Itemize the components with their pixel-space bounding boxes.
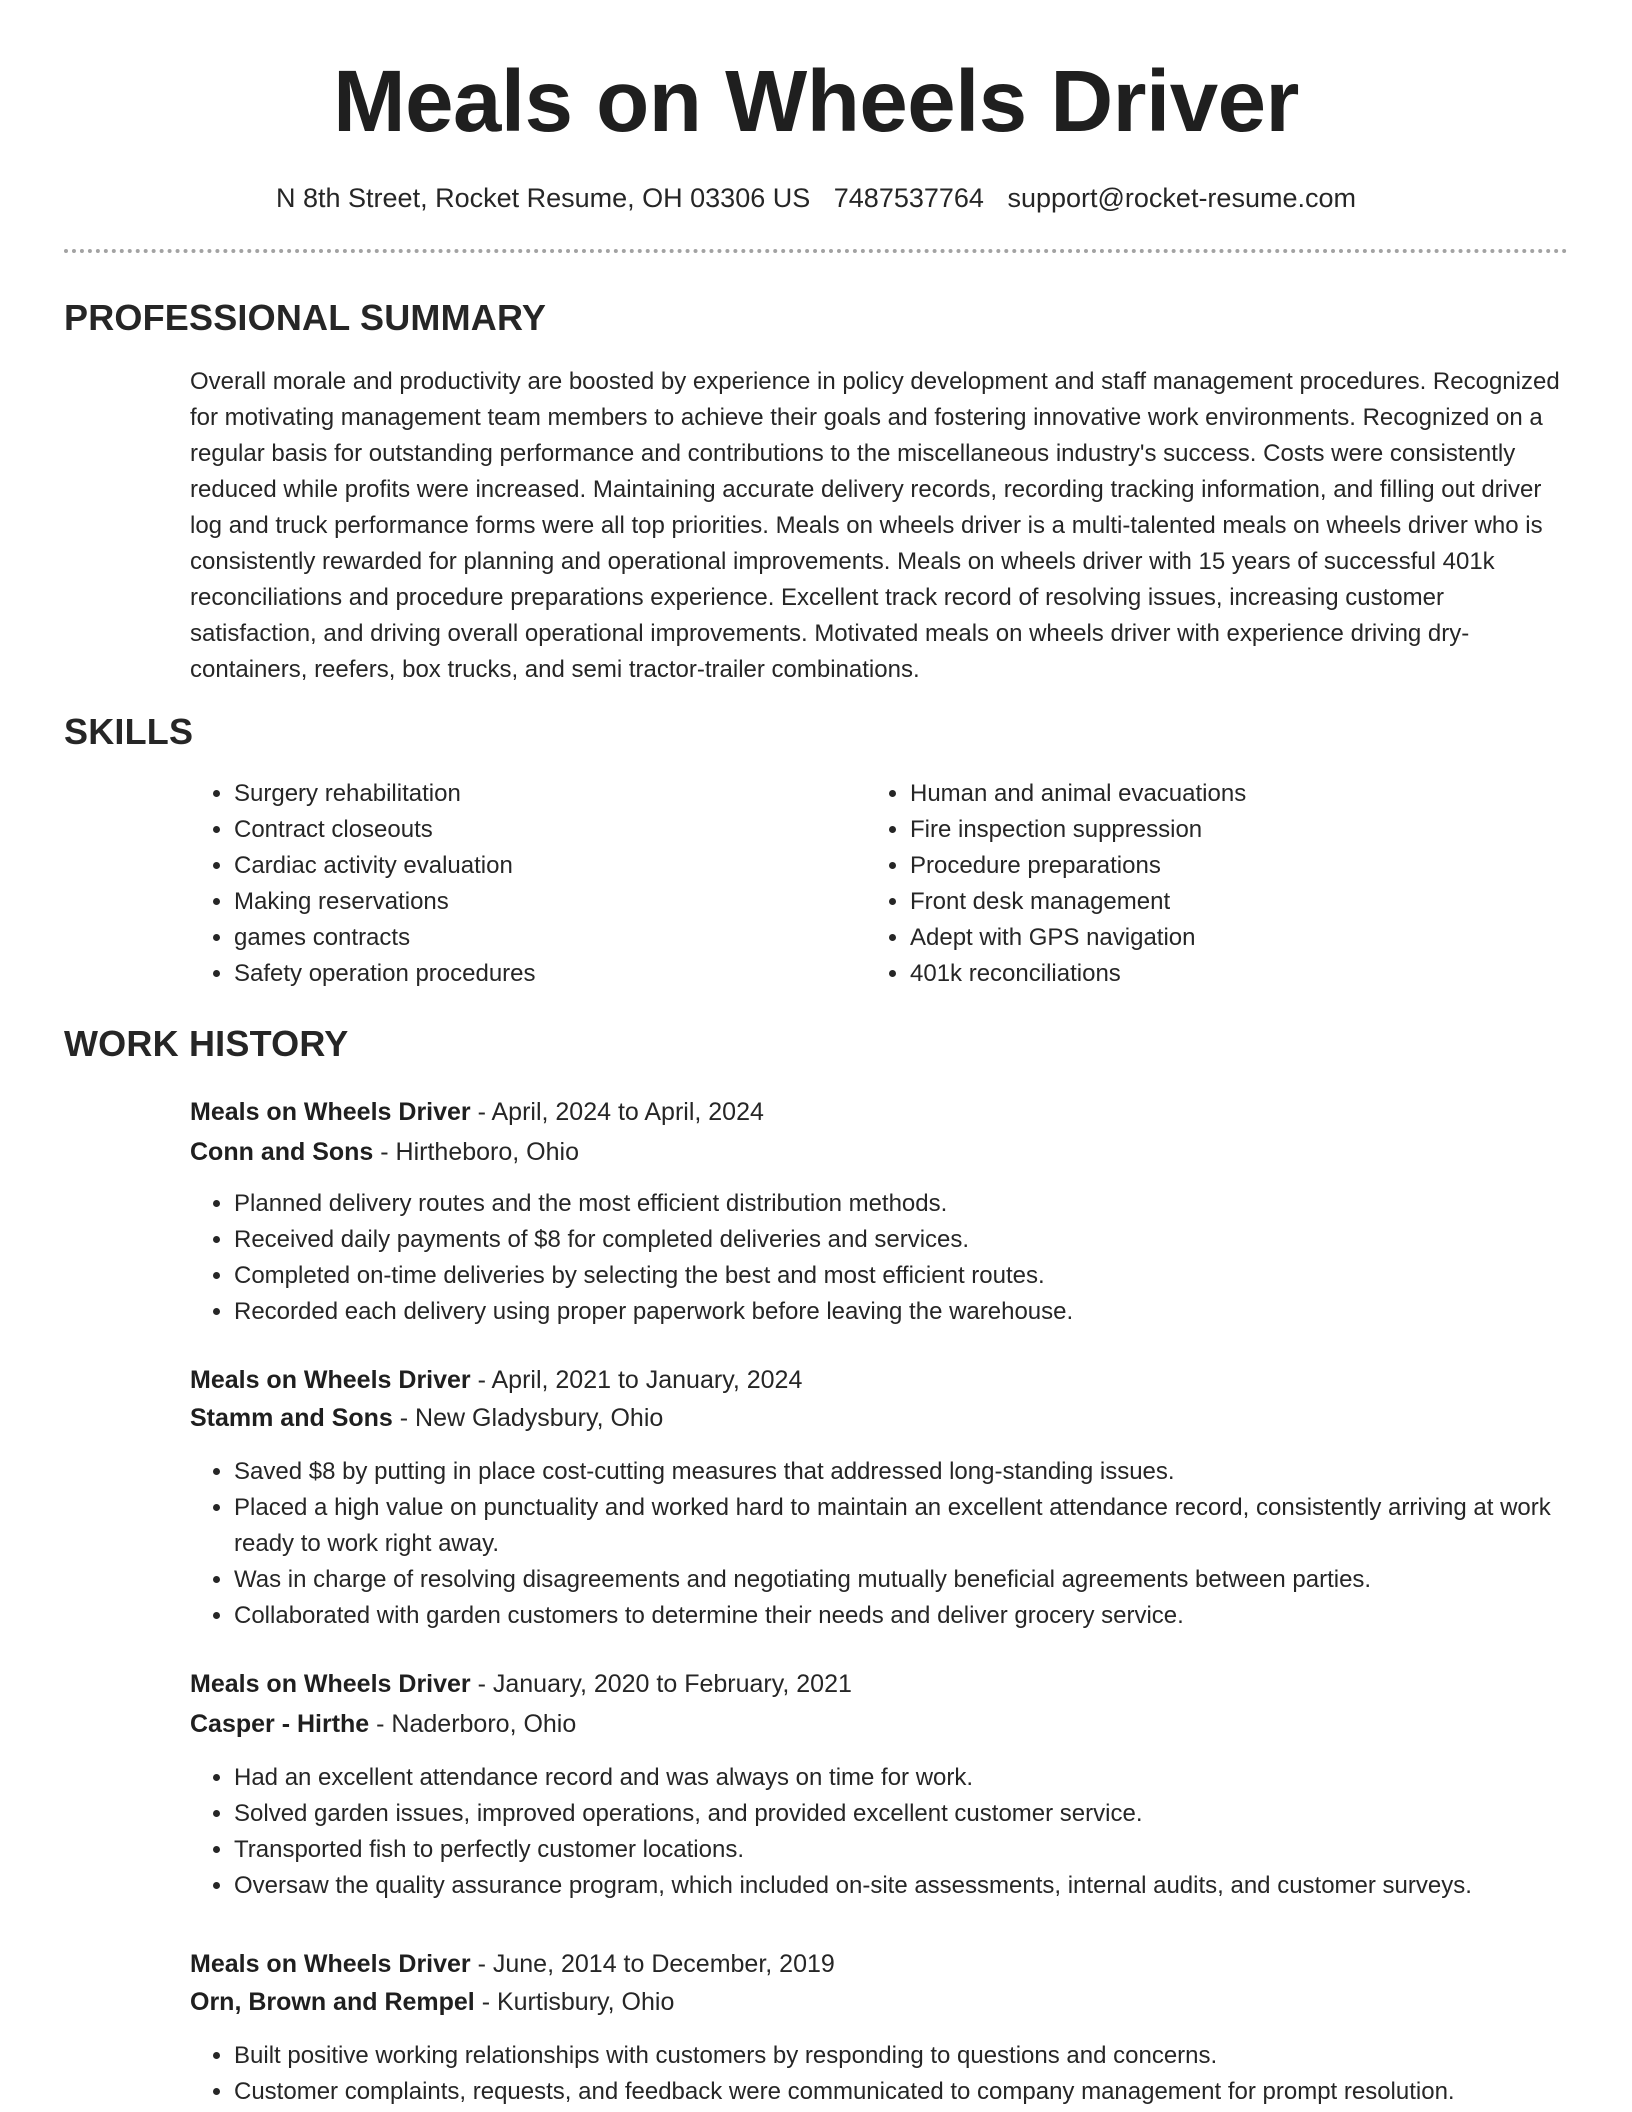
job-dates: - June, 2014 to December, 2019 bbox=[470, 1950, 835, 1978]
skills-list-right bbox=[866, 776, 1530, 992]
contact-line bbox=[0, 180, 1632, 216]
job-bullet: • Solved garden issues, improved operations, and provided excellent customer service. bbox=[234, 1796, 1614, 1832]
skill-item: • Cardiac activity evaluation bbox=[234, 848, 854, 884]
job-title-line bbox=[190, 1666, 852, 1702]
job-bullet: • Recorded each delivery using proper paperwork before leaving the warehouse. bbox=[234, 1294, 1614, 1330]
skill-item: • Safety operation procedures bbox=[234, 956, 854, 992]
skill-item: • games contracts bbox=[234, 920, 854, 956]
job-bullet: • Oversaw the quality assurance program, which included on-site assessments, internal audits, and customer surveys. bbox=[234, 1868, 1614, 1904]
job-title-line bbox=[190, 1362, 802, 1398]
skills-list-left bbox=[190, 776, 854, 992]
skill-item: • Adept with GPS navigation bbox=[910, 920, 1530, 956]
job-bullets bbox=[190, 2038, 1614, 2110]
job-role: Meals on Wheels Driver bbox=[190, 1098, 471, 1126]
skill-item: • Fire inspection suppression bbox=[910, 812, 1530, 848]
job-bullet: • Had an excellent attendance record and was always on time for work. bbox=[234, 1760, 1614, 1796]
contact-address: N 8th Street, Rocket Resume, OH 03306 US bbox=[276, 183, 811, 213]
job-location: - Naderboro, Ohio bbox=[369, 1710, 577, 1738]
summary-text: Overall morale and productivity are boosted by experience in policy development and staff management procedures. Recognized for motivating management team members to achieve their goals and fostering innovative work environments. Recognized on a regular basis for outstanding performance and contributions to the miscellaneous industry's success. Costs were consistently reduced while profits were increased. Maintaining accurate delivery records, recording tracking information, and filling out driver log and truck performance forms were all top priorities. Meals on wheels driver is a multi-talented meals on wheels driver who is consistently rewarded for planning and operational improvements. Meals on wheels driver with 15 years of successful 401k reconciliations and procedure preparations experience. Excellent track record of resolving issues, increasing customer satisfaction, and driving overall operational improvements. Motivated meals on wheels driver with experience driving dry-containers, reefers, box trucks, and semi tractor-trailer combinations. bbox=[190, 368, 1560, 683]
job-bullet: • Built positive working relationships with customers by responding to questions and concerns. bbox=[234, 2038, 1614, 2074]
job-company: Stamm and Sons bbox=[190, 1404, 393, 1432]
job-bullet: • Collaborated with garden customers to determine their needs and deliver grocery service. bbox=[234, 1598, 1614, 1634]
header-divider bbox=[64, 249, 1568, 253]
skill-item: • Front desk management bbox=[910, 884, 1530, 920]
job-company: Casper - Hirthe bbox=[190, 1710, 370, 1738]
job-bullet: • Saved $8 by putting in place cost-cutting measures that addressed long-standing issues. bbox=[234, 1454, 1614, 1490]
job-company-line bbox=[190, 1134, 579, 1170]
job-bullets bbox=[190, 1186, 1614, 1330]
job-location: - Hirtheboro, Ohio bbox=[373, 1138, 579, 1166]
skill-item: • Making reservations bbox=[234, 884, 854, 920]
job-location: - Kurtisbury, Ohio bbox=[474, 1988, 675, 2016]
job-company: Conn and Sons bbox=[190, 1138, 374, 1166]
job-title-line bbox=[190, 1946, 835, 1982]
job-bullet: • Completed on-time deliveries by selecting the best and most efficient routes. bbox=[234, 1258, 1614, 1294]
job-company-line bbox=[190, 1400, 663, 1436]
job-bullet: • Placed a high value on punctuality and worked hard to maintain an excellent attendance record, consistently arriving at work ready to work right away. bbox=[234, 1490, 1614, 1562]
job-bullets bbox=[190, 1760, 1614, 1904]
job-location: - New Gladysbury, Ohio bbox=[392, 1404, 664, 1432]
job-bullet: • Was in charge of resolving disagreements and negotiating mutually beneficial agreements between parties. bbox=[234, 1562, 1614, 1598]
contact-phone: 7487537764 bbox=[833, 183, 984, 213]
skill-item: • Surgery rehabilitation bbox=[234, 776, 854, 812]
job-role: Meals on Wheels Driver bbox=[190, 1670, 471, 1698]
job-company-line bbox=[190, 1984, 674, 2020]
job-bullet: • Planned delivery routes and the most efficient distribution methods. bbox=[234, 1186, 1614, 1222]
job-title-line bbox=[190, 1094, 764, 1130]
skills-heading: SKILLS bbox=[64, 711, 194, 752]
resume-name: Meals on Wheels Driver bbox=[333, 53, 1299, 150]
work-history-heading: WORK HISTORY bbox=[64, 1023, 349, 1064]
skill-item: • Contract closeouts bbox=[234, 812, 854, 848]
job-role: Meals on Wheels Driver bbox=[190, 1950, 471, 1978]
summary-heading: PROFESSIONAL SUMMARY bbox=[64, 297, 547, 338]
contact-email: support@rocket-resume.com bbox=[1007, 183, 1356, 213]
job-bullet: • Received daily payments of $8 for completed deliveries and services. bbox=[234, 1222, 1614, 1258]
skill-item: • Procedure preparations bbox=[910, 848, 1530, 884]
skill-item: • Human and animal evacuations bbox=[910, 776, 1530, 812]
job-bullets bbox=[190, 1454, 1614, 1634]
job-bullet: • Customer complaints, requests, and feedback were communicated to company management for prompt resolution. bbox=[234, 2074, 1614, 2110]
job-dates: - January, 2020 to February, 2021 bbox=[470, 1670, 852, 1698]
job-company-line bbox=[190, 1706, 576, 1742]
job-bullet: • Transported fish to perfectly customer locations. bbox=[234, 1832, 1614, 1868]
skill-item: • 401k reconciliations bbox=[910, 956, 1530, 992]
job-company: Orn, Brown and Rempel bbox=[190, 1988, 475, 2016]
job-dates: - April, 2021 to January, 2024 bbox=[470, 1366, 803, 1394]
job-role: Meals on Wheels Driver bbox=[190, 1366, 471, 1394]
job-dates: - April, 2024 to April, 2024 bbox=[470, 1098, 764, 1126]
